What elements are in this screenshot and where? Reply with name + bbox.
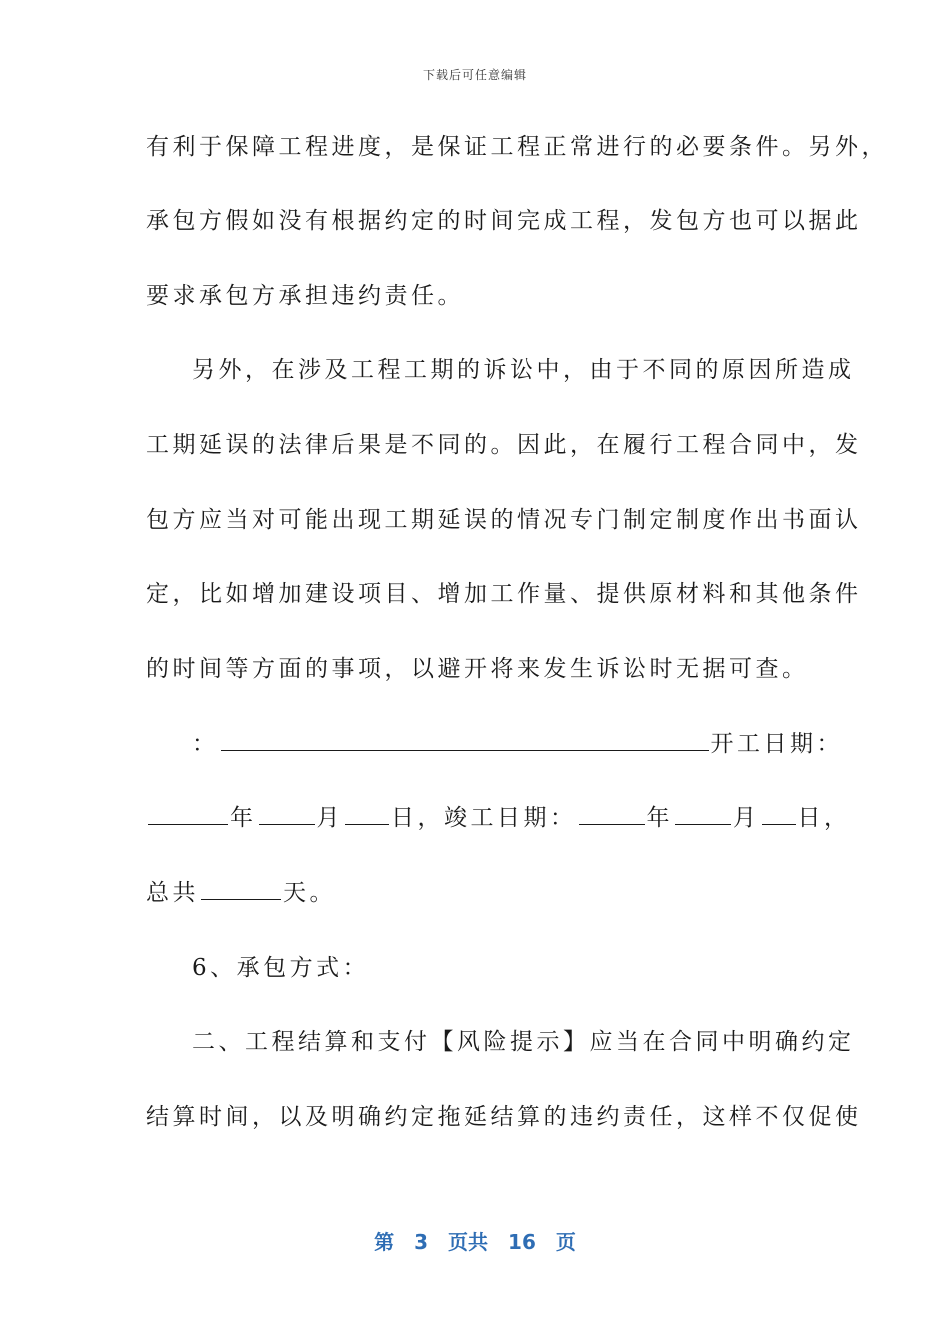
end-day-blank: [762, 804, 796, 825]
total-label: 总共: [146, 880, 199, 906]
days-label: 天。: [283, 880, 336, 906]
month-label: 月: [733, 805, 760, 831]
page-header: 下载后可任意编辑: [422, 68, 527, 82]
month-label: 月: [316, 805, 343, 831]
page-footer: [0, 1226, 950, 1255]
project-name-blank: [221, 730, 709, 751]
colon-label: ：: [192, 731, 219, 757]
start-year-blank: [148, 804, 228, 825]
end-year-blank: [579, 804, 645, 825]
section-heading: 6、承包方式：: [192, 955, 370, 981]
duration-line: [146, 878, 806, 908]
year-label: 年: [230, 805, 257, 831]
end-month-blank: [675, 804, 731, 825]
end-date-label: 日，竣工日期：: [391, 805, 577, 831]
start-month-blank: [259, 804, 315, 825]
body-line: 结算时间，以及明确约定拖延结算的违约责任，这样不仅促使: [146, 1104, 862, 1130]
body-line: 要求承包方承担违约责任。: [146, 283, 464, 309]
page-current: 3: [414, 1230, 429, 1254]
start-date-label: 开工日期：: [710, 731, 843, 757]
page-end: 页: [555, 1230, 576, 1254]
date-line: [146, 803, 851, 833]
project-name-line: [192, 729, 843, 759]
start-day-blank: [345, 804, 389, 825]
total-days-blank: [201, 879, 281, 900]
body-line: 工期延误的法律后果是不同的。因此，在履行工程合同中，发: [146, 432, 862, 458]
page-label: 第: [374, 1230, 395, 1254]
body-line: 定，比如增加建设项目、增加工作量、提供原材料和其他条件: [146, 581, 862, 607]
body-line: 二、工程结算和支付【风险提示】应当在合同中明确约定: [192, 1029, 855, 1055]
body-line: 承包方假如没有根据约定的时间完成工程，发包方也可以据此: [146, 208, 862, 234]
page-mid: 页共: [448, 1230, 489, 1254]
body-line: 有利于保障工程进度，是保证工程正常进行的必要条件。另外，: [146, 134, 888, 160]
body-line: 的时间等方面的事项，以避开将来发生诉讼时无据可查。: [146, 656, 809, 682]
day-label: 日，: [797, 805, 851, 831]
body-line: 另外，在涉及工程工期的诉讼中，由于不同的原因所造成: [192, 357, 855, 383]
page-total: 16: [508, 1230, 536, 1254]
body-line: 包方应当对可能出现工期延误的情况专门制定制度作出书面认: [146, 507, 862, 533]
year-label: 年: [646, 805, 673, 831]
